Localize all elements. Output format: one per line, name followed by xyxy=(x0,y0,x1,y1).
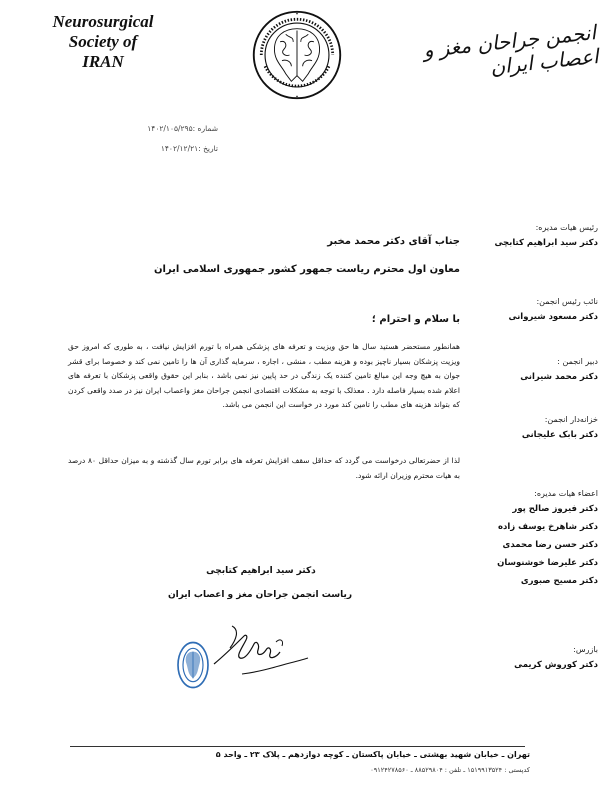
recipient-title: معاون اول محترم ریاست جمهور کشور جمهوری اسلامی ایران xyxy=(153,264,460,275)
sidebar-name: دکتر بابک علیجانی xyxy=(521,430,598,440)
footer-contact: کدپستی : ۱۵۱۹۹۱۳۵۲۴ ـ تلفن : ۸۸۵۲۹۸۰۴ ـ ۰۹۱۲۴۲۷۸۵۶۰ xyxy=(370,766,530,774)
sidebar-inspector xyxy=(470,644,598,674)
sidebar-name: دکتر کوروش کریمی xyxy=(514,660,598,670)
letter-date: تاریخ :۱۴۰۲/۱۲/۲۱ xyxy=(160,144,218,153)
greeting: با سلام و احترام ؛ xyxy=(371,314,460,325)
letter-number: شماره :۱۴۰۲/۱۰۵/۲۹۵ xyxy=(147,124,218,133)
sidebar-title: اعضاء هیات مدیره: xyxy=(534,489,598,498)
letter-paragraph-2: لذا از حضرتعالی درخواست می گردد که حداقل سقف افزایش تعرفه های برابر تورم سال گذشته و به میزان حداقل ۸۰ درصد به هیات محترم وزیران ارائه شود. xyxy=(68,456,460,480)
sidebar-name: دکتر حسن رضا محمدی xyxy=(502,540,598,550)
recipient-name: جناب آقای دکتر محمد مخبر xyxy=(327,236,460,247)
sidebar-board-members xyxy=(470,488,598,590)
org-name-en xyxy=(38,12,168,72)
sidebar-title: خزانه‌دار انجمن: xyxy=(544,415,598,424)
org-name-en-line-3: IRAN xyxy=(82,52,124,71)
sidebar-secretary xyxy=(470,356,598,386)
sidebar-name: دکتر علیرضا خوشنوسان xyxy=(497,558,598,568)
signer-name: دکتر سید ابراهیم کتابچی xyxy=(206,566,316,576)
sidebar-name: دکتر محمد شیرانی xyxy=(520,372,598,382)
sidebar-name: دکتر فیروز صالح پور xyxy=(512,504,598,514)
footer-divider xyxy=(70,746,525,747)
society-stamp xyxy=(176,640,210,690)
org-name-fa-logotype: انجمن جراحان مغز و اعصاب ایران xyxy=(422,20,600,80)
sidebar-title: رئیس هیات مدیره: xyxy=(535,223,598,232)
society-seal-logo xyxy=(250,8,344,102)
sidebar-name: دکتر سید ابراهیم کتابچی xyxy=(494,238,598,248)
org-name-en-line-1: Neurosurgical xyxy=(52,12,154,31)
letter-paragraph-1: همانطور مستحضر هستید سال ها حق ویزیت و تعرفه های پزشکی همراه با تورم افزایش نیافت ، به طوری که امروز حق ویزیت پزشکان بسیار ناچیز بوده و هزینه مطب ، منشی ، اجاره ، سرمایه گذاری آن ها را تامین نمی کند و خصوصا برای قشر جوان به هیچ وجه این مبالغ تامین کننده یک زندگی در حد پایین نیز نمی باشد ، بنابر این حقوق واقعی پزشکان با تعرفه های اعلام شده بسیار فاصله دارد . معذلک با توجه به مشکلات اقتصادی انجمن جراحان مغز واعصاب ایران نیز در صدد واقعی کردن که بتواند هزینه های مطب را تامین کند مورد در خواست این انجمن می باشد. xyxy=(68,342,460,409)
sidebar-name: دکتر شاهرخ یوسف زاده xyxy=(498,522,598,532)
org-name-en-line-2: Society of xyxy=(68,32,138,51)
footer-address: تهران ـ خیابان شهید بهشتی ـ خیابان پاکستان ـ کوچه دوازدهم ـ پلاک ۲۳ ـ واحد ۵ xyxy=(215,750,530,759)
sidebar-chairman xyxy=(470,222,598,252)
sidebar-title: دبیر انجمن : xyxy=(557,357,598,366)
sidebar-title: بازرس: xyxy=(573,645,598,654)
signer-title: ریاست انجمن جراحان مغز و اعصاب ایران xyxy=(167,590,353,600)
sidebar-name: دکتر مسیح صبوری xyxy=(520,576,598,586)
sidebar-treasurer xyxy=(470,414,598,444)
handwritten-signature xyxy=(206,618,316,688)
sidebar-name: دکتر مسعود شیروانی xyxy=(508,312,598,322)
sidebar-title: نائب رئیس انجمن: xyxy=(536,297,598,306)
sidebar-vice-president xyxy=(470,296,598,326)
